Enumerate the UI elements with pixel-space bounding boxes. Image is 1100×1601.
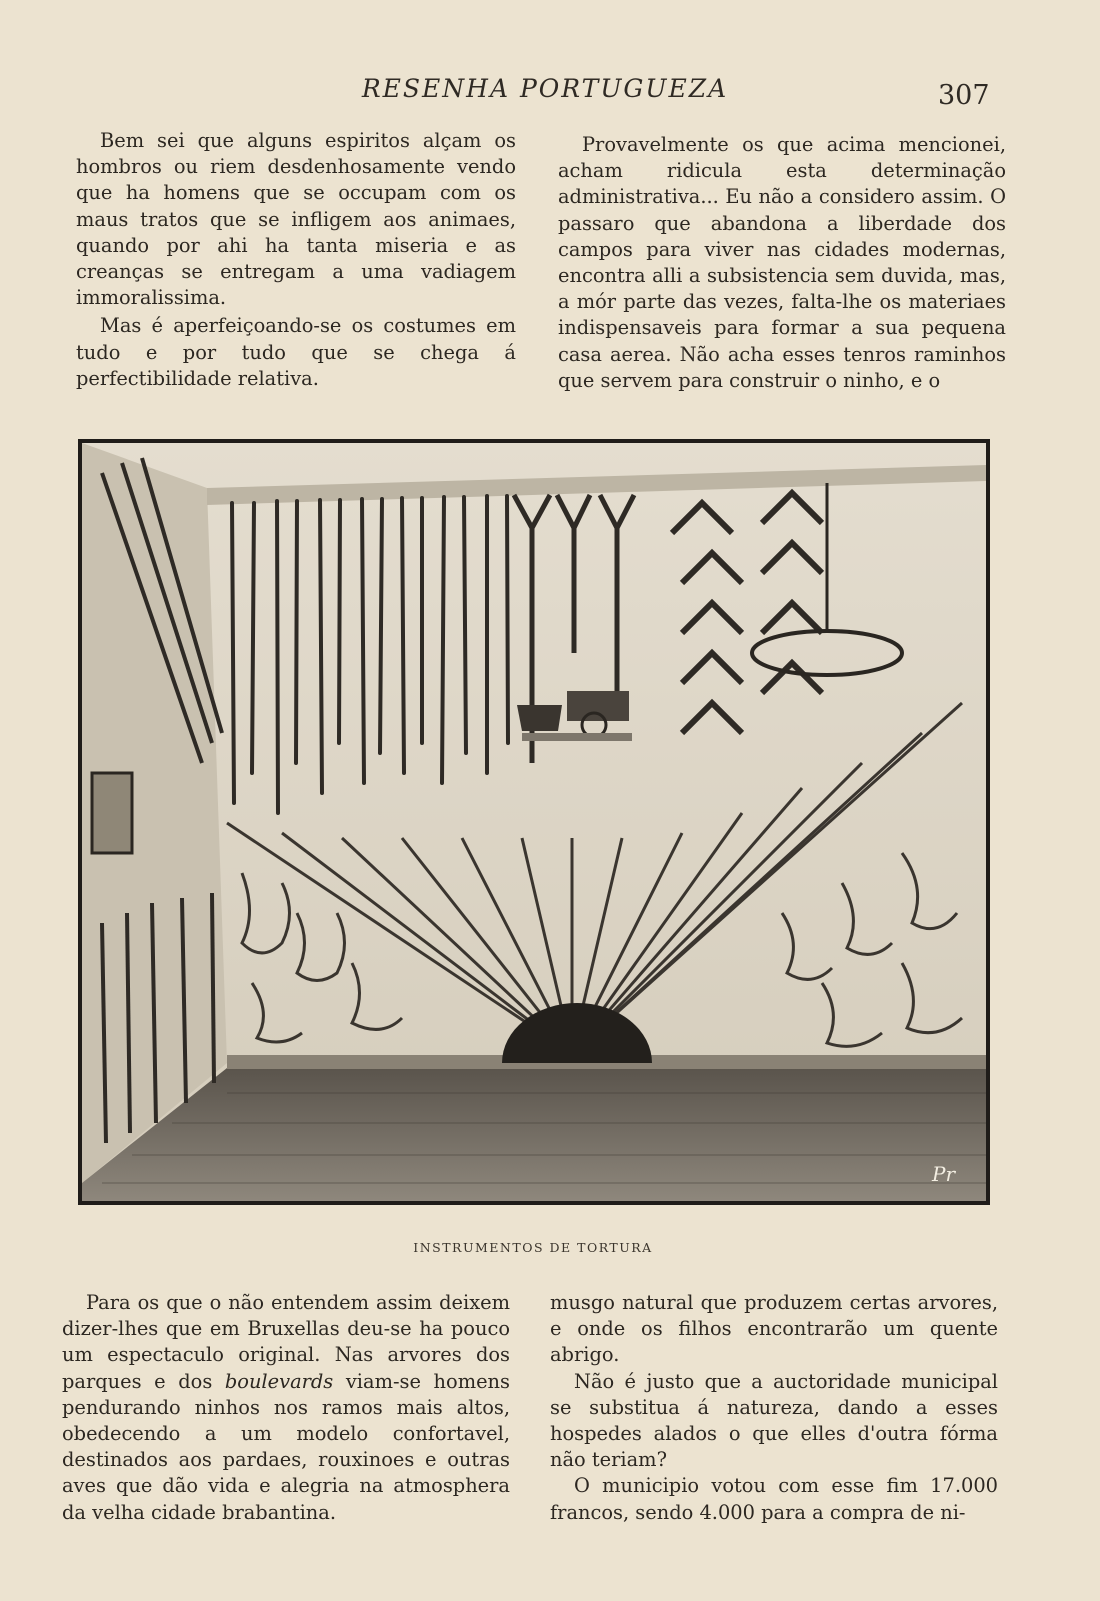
paragraph: Provavelmente os que acima mencionei, acham ridicula esta determinação administrativa... Eu não a considero assim. O passaro que abandona a liberdade dos campos para viver nas cidades modernas, encontra alli a subsistencia sem duvida, mas, a mór parte das vezes, falta-lhe os materiaes indispensaveis para formar a sua pequena casa aerea. Não acha esses tenros raminhos que servem para construir o ninho, e o [558, 133, 1006, 392]
paragraph: Bem sei que alguns espiritos alçam os hombros ou riem desdenhosamente vendo que ha homens que se occupam com os maus tratos que se infligem aos animaes, quando por ahi ha tanta miseria e as creanças se entregam a uma vadiagem immoralissima. [76, 129, 516, 310]
photograph-torture-instruments [78, 439, 990, 1205]
page-number: 307 [938, 80, 990, 111]
photographer-signature: Pr [932, 1162, 956, 1186]
paragraph [62, 1290, 510, 1526]
paragraph: Não é justo que a auctoridade municipal se substitua á natureza, dando a esses hospedes alados o que elles d'outra fórma não teriam? [550, 1369, 998, 1472]
paragraph: musgo natural que produzem certas arvores, e onde os filhos encontrarão um quente abrigo. [550, 1291, 998, 1367]
top-left-column [76, 128, 516, 394]
photograph-illustration [82, 443, 986, 1201]
figure-caption [0, 1240, 1066, 1255]
paragraph: O municipio votou com esse fim 17.000 francos, sendo 4.000 para a compra de ni- [550, 1474, 998, 1524]
floor [82, 1068, 986, 1201]
top-right-column [558, 132, 1006, 394]
bottom-left-column [62, 1290, 510, 1526]
running-header-title: RESENHA PORTUGUEZA [361, 74, 729, 103]
italic-term: boulevards [224, 1369, 334, 1393]
paragraph-text-end: viam-se homens pendurando ninhos nos ramos mais altos, obedecendo a um modelo confortavel, destinados aos pardaes, rouxinoes e outras aves que dão vida e alegria na atmosphera da velha cidade brabantina. [62, 1369, 510, 1524]
paragraph-text-start: Para os que o não entendem assim deixem dizer-lhes que em Bruxellas deu-se ha pouco um espectaculo original. Nas arvores dos parques e dos [62, 1291, 510, 1393]
paragraph: Mas é aperfeiçoando-se os costumes em tudo e por tudo que se chega á perfectibilidade relativa. [76, 314, 516, 390]
framed-picture [92, 773, 132, 853]
caption-text: INSTRUMENTOS DE TORTURA [413, 1240, 653, 1255]
bottom-right-column [550, 1290, 998, 1526]
